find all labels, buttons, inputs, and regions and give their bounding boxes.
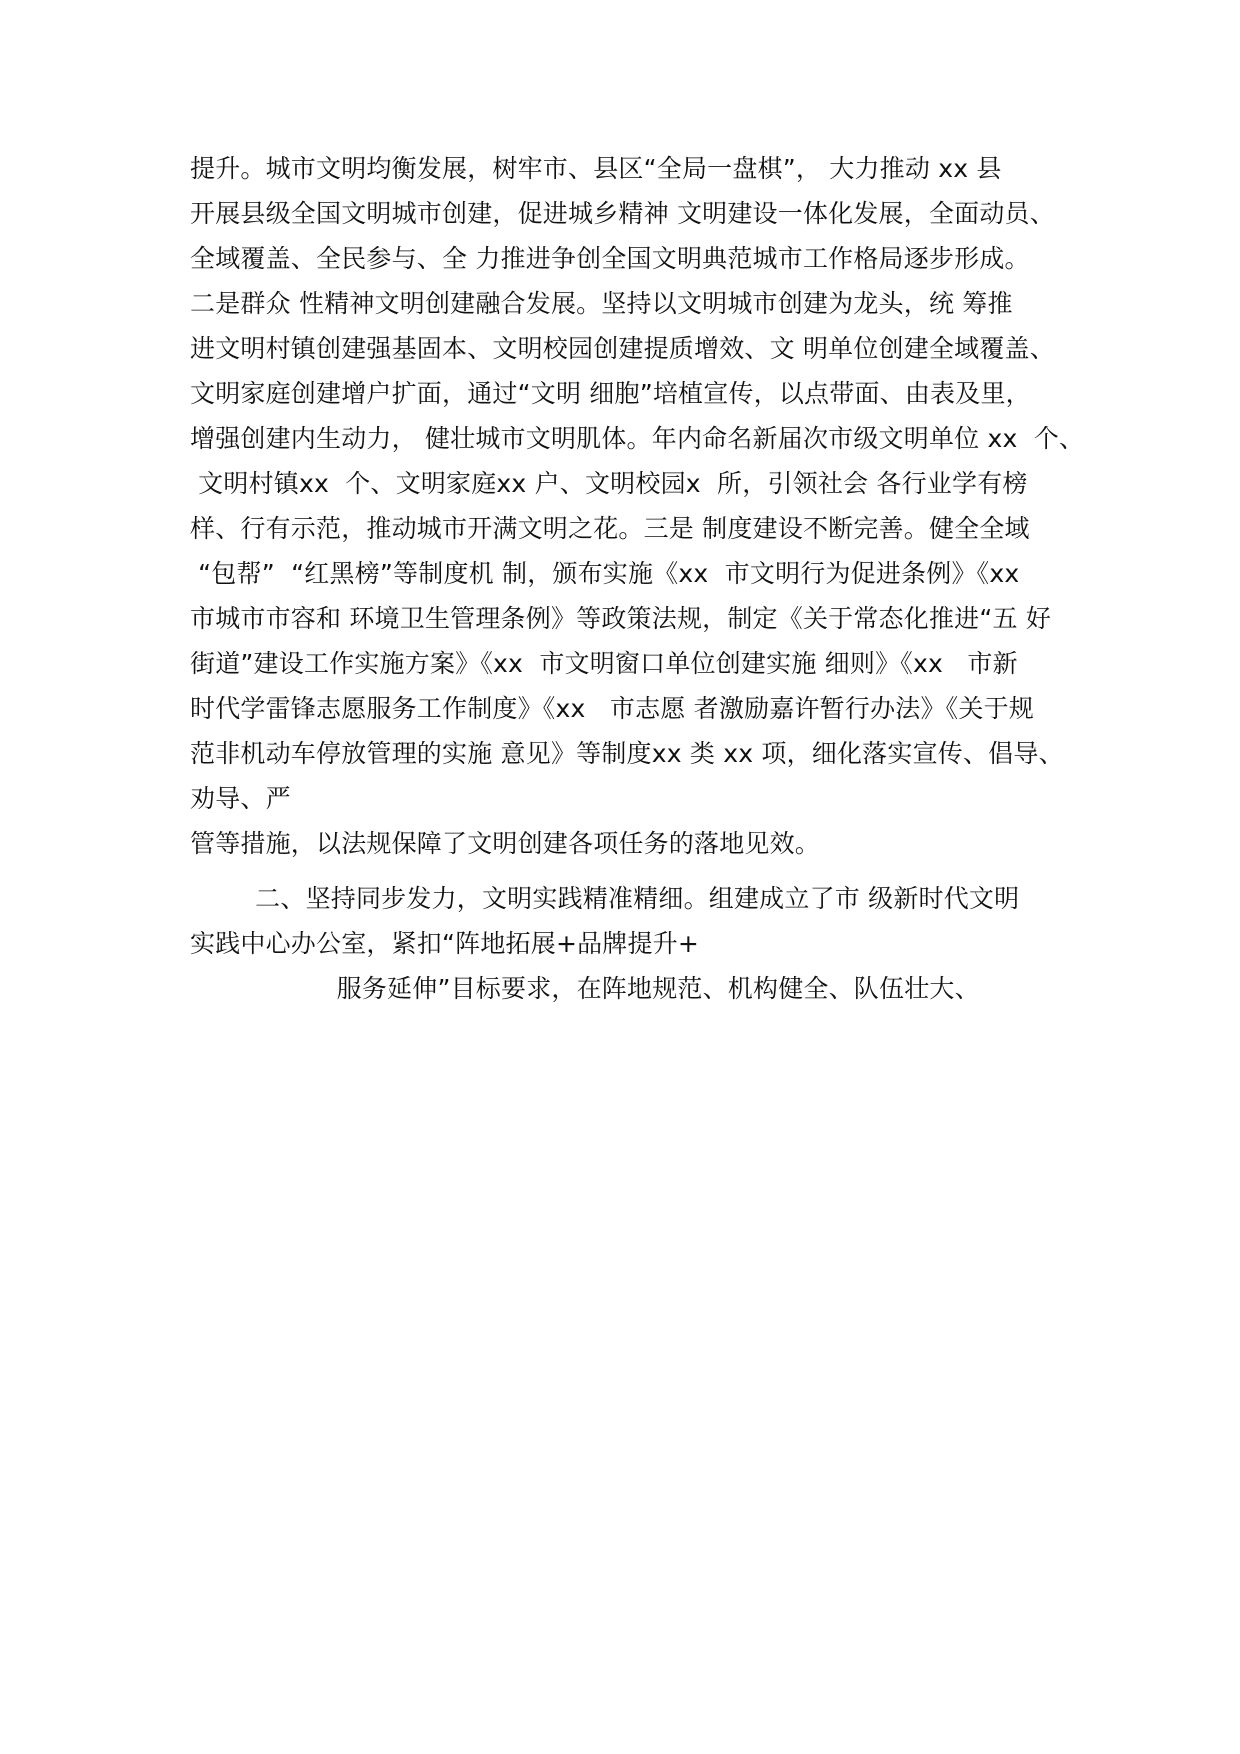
text-line: 文明家庭创建增户扩面，通过“文明 细胞”培植宣传，以点带面、由表及里， <box>190 379 1031 408</box>
text-line: 样、行有示范，推动城市开满文明之花。三是 制度建设不断完善。健全全域 <box>190 514 1030 543</box>
paragraph-start-line: 二、坚持同步发力，文明实践精准精细。组建成立了市 级新时代文明 <box>190 884 1020 913</box>
text-line: “包帮” “红黑榜”等制度机 制，颁布实施《xx 市文明行为促进条例》《xx <box>190 559 1020 588</box>
text-line: 提升。城市文明均衡发展，树牢市、县区“全局一盘棋”， 大力推动 xx 县 <box>190 154 1002 183</box>
text-line: 市城市市容和 环境卫生管理条例》等政策法规，制定《关于常态化推进“五 好 <box>190 604 1052 633</box>
text-line: 进文明村镇创建强基固本、文明校园创建提质增效、文 明单位创建全域覆盖、 <box>190 334 1055 363</box>
text-line: 时代学雷锋志愿服务工作制度》《xx 市志愿 者激励嘉许暂行办法》《关于规 <box>190 694 1034 723</box>
text-line: 街道”建设工作实施方案》《xx 市文明窗口单位创建实施 细则》《xx 市新 <box>190 649 1018 678</box>
text-line: 开展县级全国文明城市创建，促进城乡精神 文明建设一体化发展，全面动员、 <box>190 199 1055 228</box>
text-line: 管等措施，以法规保障了文明创建各项任务的落地见效。 <box>190 829 821 858</box>
text-line: 全域覆盖、全民参与、全 力推进争创全国文明典范城市工作格局逐步形成。 <box>190 244 1030 273</box>
text-line: 二是群众 性精神文明创建融合发展。坚持以文明城市创建为龙头，统 筹推 <box>190 289 1013 318</box>
text-line: 文明村镇xx 个、文明家庭xx 户、文明校园x 所，引领社会 各行业学有榜 <box>190 469 1028 498</box>
text-line: 实践中心办公室，紧扣“阵地拓展+品牌提升+ <box>190 929 700 958</box>
text-line: 范非机动车停放管理的实施 意见》等制度xx 类 xx 项，细化落实宣传、倡导、 <box>190 739 1064 768</box>
text-line: 服务延伸”目标要求，在阵地规范、机构健全、队伍壮大、 <box>190 974 980 1003</box>
text-line: 增强创建内生动力， 健壮城市文明肌体。年内命名新届次市级文明单位 xx 个、 <box>190 424 1085 453</box>
text-line: 劝导、严 <box>190 784 291 813</box>
